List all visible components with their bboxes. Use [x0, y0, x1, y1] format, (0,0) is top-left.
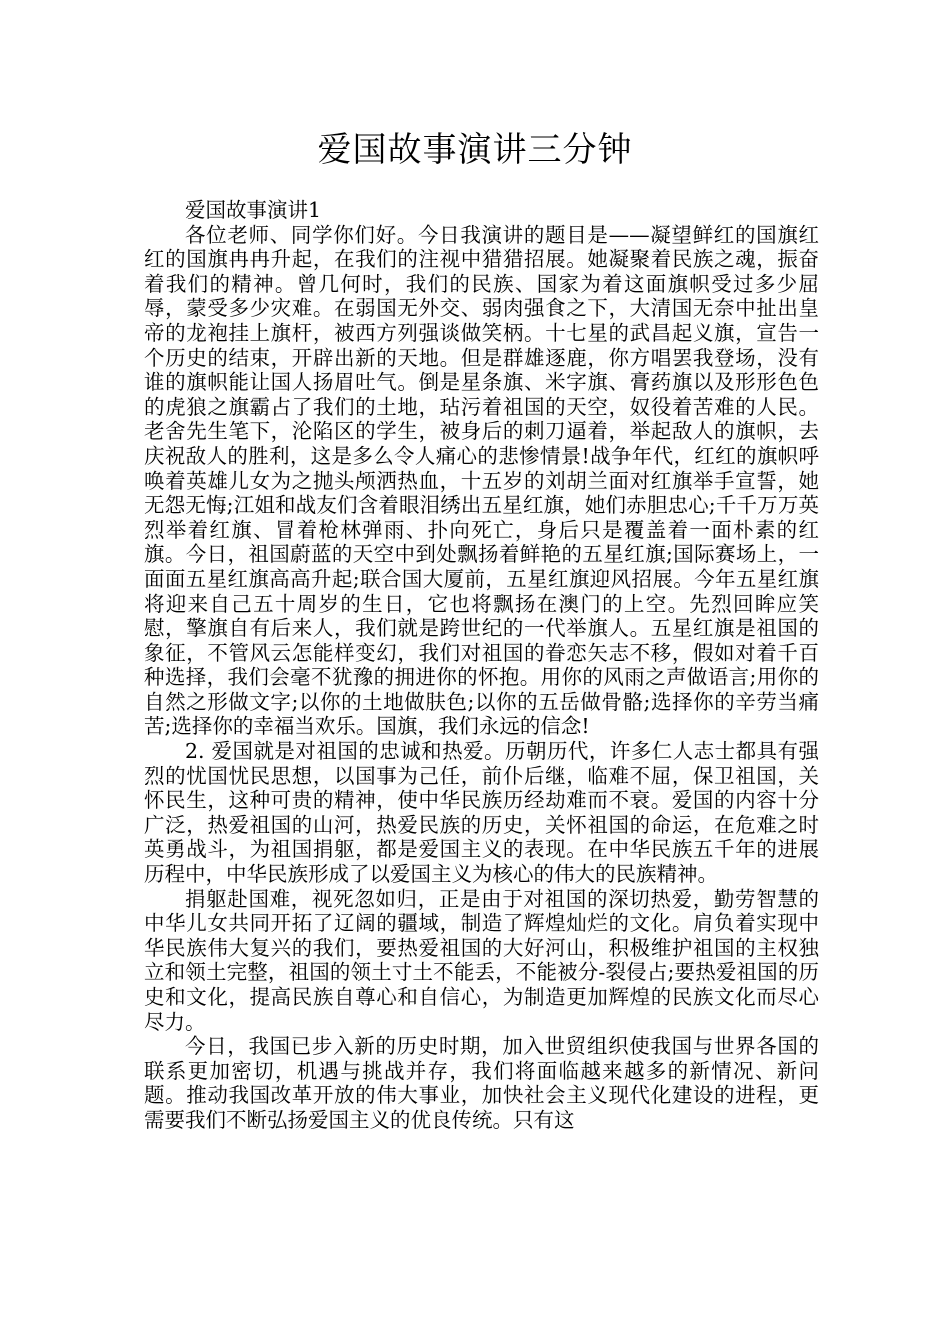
document-body — [144, 198, 819, 1133]
document-title: 爱国故事演讲三分钟 — [317, 130, 633, 170]
paragraph: 2. 爱国就是对祖国的忠诚和热爱。历朝历代，许多仁人志士都具有强烈的忧国忧民思想，以国事为己任，前仆后继，临难不屈，保卫祖国，关怀民生，这种可贵的精神，使中华民族历经劫难而不衰。爱国的内容十分广泛，热爱祖国的山河，热爱民族的历史，关怀祖国的命运，在危难之时英勇战斗，为祖国捐躯，都是爱国主义的表现。在中华民族五千年的进展历程中，中华民族形成了以爱国主义为核心的伟大的民族精神。 — [144, 739, 819, 887]
paragraph: 各位老师、同学你们好。今日我演讲的题目是——凝望鲜红的国旗红红的国旗冉冉升起，在我们的注视中猎猎招展。她凝聚着民族之魂，振奋着我们的精神。曾几何时，我们的民族、国家为着这面旗帜受过多少屈辱，蒙受多少灾难。在弱国无外交、弱肉强食之下，大清国无奈中扯出皇帝的龙袍挂上旗杆，被西方列强谈做笑柄。十七星的武昌起义旗，宣告一个历史的结束，开辟出新的天地。但是群雄逐鹿，你方唱罢我登场，没有谁的旗帜能让国人扬眉吐气。倒是星条旗、米字旗、膏药旗以及形形色色的虎狼之旗霸占了我们的土地，玷污着祖国的天空，奴役着苦难的人民。老舍先生笔下，沦陷区的学生，被身后的刺刀逼着，举起敌人的旗帜，去庆祝敌人的胜利，这是多么令人痛心的悲惨情景!战争年代，红红的旗帜呼唤着英雄儿女为之抛头颅洒热血，十五岁的刘胡兰面对红旗举手宣誓，她无怨无悔;江姐和战友们含着眼泪绣出五星红旗，她们赤胆忠心;千千万万英烈举着红旗、冒着枪林弹雨、扑向死亡，身后只是覆盖着一面朴素的红旗。今日，祖国蔚蓝的天空中到处飘扬着鲜艳的五星红旗;国际赛场上，一面面五星红旗高高升起;联合国大厦前，五星红旗迎风招展。今年五星红旗将迎来自己五十周岁的生日，它也将飘扬在澳门的上空。先烈回眸应笑慰，擎旗自有后来人，我们就是跨世纪的一代举旗人。五星红旗是祖国的象征，不管风云怎能样变幻，我们对祖国的眷恋矢志不移，假如对着千百种选择，我们会毫不犹豫的拥进你的怀抱。用你的风雨之声做语言;用你的自然之形做文字;以你的土地做肤色;以你的五岳做骨骼;选择你的辛劳当痛苦;选择你的幸福当欢乐。国旗，我们永远的信念! — [144, 222, 819, 739]
paragraph: 捐躯赴国难，视死忽如归，正是由于对祖国的深切热爱，勤劳智慧的中华儿女共同开拓了辽阔的疆域，制造了辉煌灿烂的文化。肩负着实现中华民族伟大复兴的我们，要热爱祖国的大好河山，积极维护祖国的主权独立和领土完整，祖国的领土寸土不能丢，不能被分-裂侵占;要热爱祖国的历史和文化，提高民族自尊心和自信心，为制造更加辉煌的民族文化而尽心尽力。 — [144, 886, 819, 1034]
paragraph: 今日，我国已步入新的历史时期，加入世贸组织使我国与世界各国的联系更加密切，机遇与挑战并存，我们将面临越来越多的新情况、新问题。推动我国改革开放的伟大事业，加快社会主义现代化建设的进程，更需要我们不断弘扬爱国主义的优良传统。只有这 — [144, 1034, 819, 1132]
paragraph-section-heading: 爱国故事演讲1 — [185, 198, 322, 222]
